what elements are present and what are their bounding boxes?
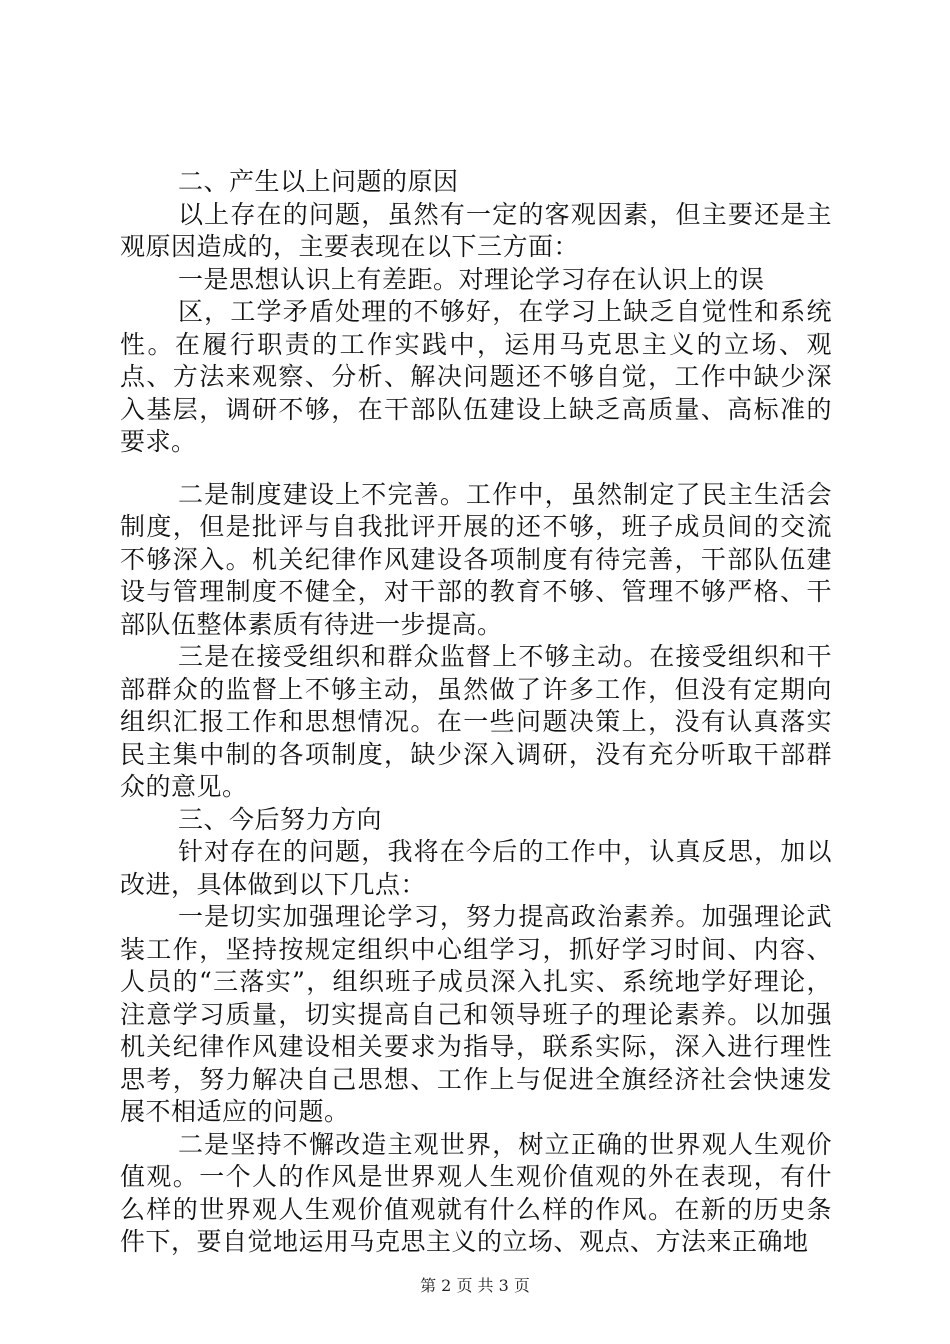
- page-footer: 第 2 页 共 3 页: [420, 1276, 530, 1295]
- section-heading-direction: 三、今后努力方向: [178, 804, 383, 834]
- paragraph-causes-intro: 以上存在的问题，虽然有一定的客观因素，但主要还是主观原因造成的，主要表现在以下三方面：: [120, 199, 832, 261]
- paragraph-direction-2: 二是坚持不懈改造主观世界，树立正确的世界观人生观价值观。一个人的作风是世界观人生观价值观的外在表现，有什么样的世界观人生观价值观就有什么样的作风。在新的历史条件下，要自觉地运用马克思主义的立场、观点、方法来正确地: [120, 1129, 832, 1256]
- section-heading-causes: 二、产生以上问题的原因: [178, 167, 459, 196]
- paragraph-cause-3: 三是在接受组织和群众监督上不够主动。在接受组织和干部群众的监督上不够主动，虽然做了许多工作，但没有定期向组织汇报工作和思想情况。在一些问题决策上，没有认真落实民主集中制的各项制度，缺少深入调研，没有充分听取干部群众的意见。: [120, 642, 832, 801]
- paragraph-direction-1: 一是切实加强理论学习，努力提高政治素养。加强理论武装工作，坚持按规定组织中心组学习，抓好学习时间、内容、人员的“三落实”，组织班子成员深入扎实、系统地学好理论，注意学习质量，切实提高自己和领导班子的理论素养。以加强机关纪律作风建设相关要求为指导，联系实际，深入进行理性思考，努力解决自己思想、工作上与促进全旗经济社会快速发展不相适应的问题。: [120, 902, 832, 1126]
- paragraph-direction-intro: 针对存在的问题，我将在今后的工作中，认真反思，加以改进，具体做到以下几点：: [120, 837, 832, 899]
- paragraph-cause-1-head: 一是思想认识上有差距。对理论学习存在认识上的误: [178, 264, 765, 294]
- paragraph-cause-2: 二是制度建设上不完善。工作中，虽然制定了民主生活会制度，但是批评与自我批评开展的还不够，班子成员间的交流不够深入。机关纪律作风建设各项制度有待完善，干部队伍建设与管理制度不健全，对干部的教育不够、管理不够严格、干部队伍整体素质有待进一步提高。: [120, 479, 832, 639]
- paragraph-cause-1-body: 区，工学矛盾处理的不够好，在学习上缺乏自觉性和系统性。在履行职责的工作实践中，运用马克思主义的立场、观点、方法来观察、分析、解决问题还不够自觉，工作中缺少深入基层，调研不够，在干部队伍建设上缺乏高质量、高标准的要求。: [120, 297, 832, 456]
- paragraph-gap: [120, 459, 832, 479]
- document-body: [120, 166, 832, 1259]
